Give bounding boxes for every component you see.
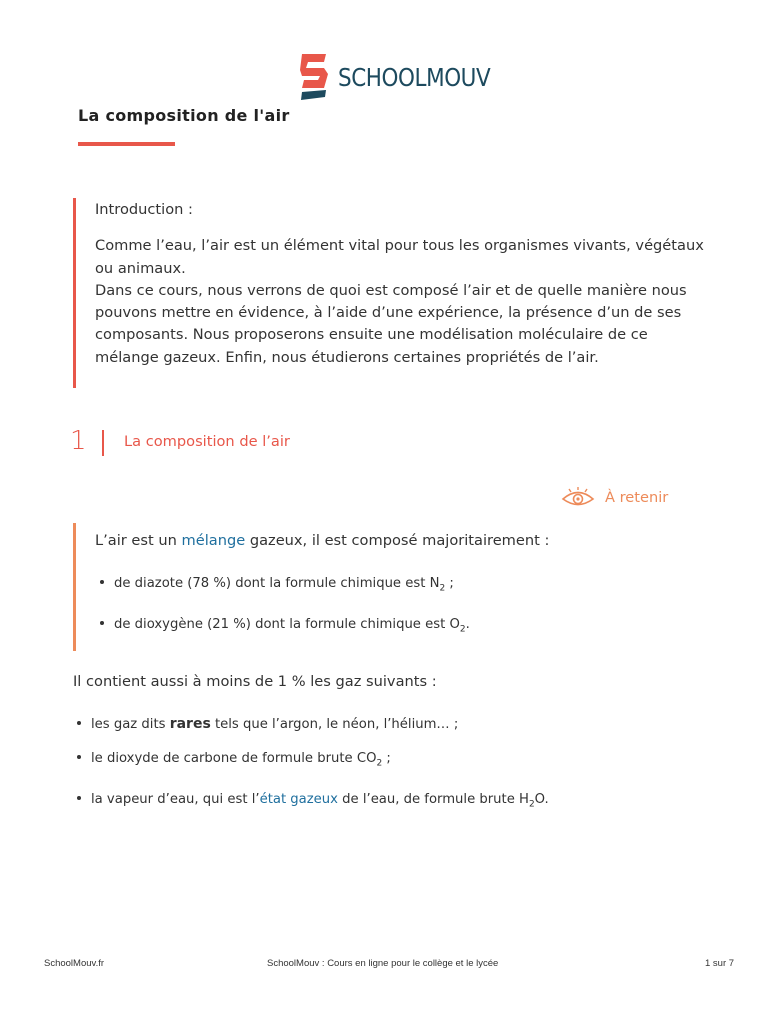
list-item [77,792,549,810]
footer-tagline: SchoolMouv : Cours en ligne pour le collège et le lycée [267,958,499,969]
retenir-lead-text-end: gazeux, il est composé majoritairement : [245,532,550,549]
list-item [100,617,470,635]
item-text: les gaz dits rares tels que l’argon, le néon, l’hélium… ; [91,716,459,732]
section-separator [102,430,104,456]
bullet-icon [77,721,81,725]
list-item [77,716,458,732]
logo-s-icon [298,52,330,102]
retenir-accent-bar [73,523,76,651]
retenir-label: À retenir [605,488,669,506]
bullet-icon [77,796,81,800]
eye-icon [561,486,595,508]
section-number: 1 [70,426,87,456]
intro-accent-bar [73,198,76,388]
footer-site: SchoolMouv.fr [44,958,105,969]
logo-text: SCHOOLMOUV [338,62,491,92]
intro-paragraph-2: Dans ce cours, nous verrons de quoi est composé l’air et de quelle manière nous pouvons mettre en évidence, à l’aide d’une expérience, la présence d’un de ses composants. Nous proposerons ensuite une modélisation moléculaire de ce mélange gazeux. Enfin, nous étudierons certaines propriétés de l’air. [95,281,687,366]
also-lead: Il contient aussi à moins de 1 % les gaz suivants : [73,673,437,690]
bullet-icon [100,580,104,584]
intro-label: Introduction : [95,201,193,218]
item-text: la vapeur d’eau, qui est l’état gazeux de l’eau, de formule brute $H_2O$. [91,792,549,810]
bullet-icon [77,755,81,759]
etat-gazeux-link[interactable]: état gazeux [259,792,338,807]
page-title: La composition de l'air [78,106,290,125]
schoolmouv-logo [298,52,515,102]
list-item [77,751,391,769]
item-text: de diazote (78 %) dont la formule chimique est $N_2$ ; [114,576,454,594]
retenir-heading [561,486,668,508]
bullet-icon [100,621,104,625]
introduction-block [95,199,705,369]
footer-page-number: 1 sur 7 [705,958,735,969]
retenir-lead [95,532,549,549]
title-underline [78,142,175,146]
section-title: La composition de l’air [124,433,290,450]
list-item [100,576,454,594]
intro-paragraph-1: Comme l’eau, l’air est un élément vital pour tous les organismes vivants, végétaux ou animaux. [95,237,704,277]
item-text: de dioxygène (21 %) dont la formule chimique est $O_2$. [114,617,470,635]
retenir-lead-text: L’air est un [95,532,182,549]
item-text: le dioxyde de carbone de formule brute $CO_2$ ; [91,751,391,769]
melange-link[interactable]: mélange [181,532,246,549]
